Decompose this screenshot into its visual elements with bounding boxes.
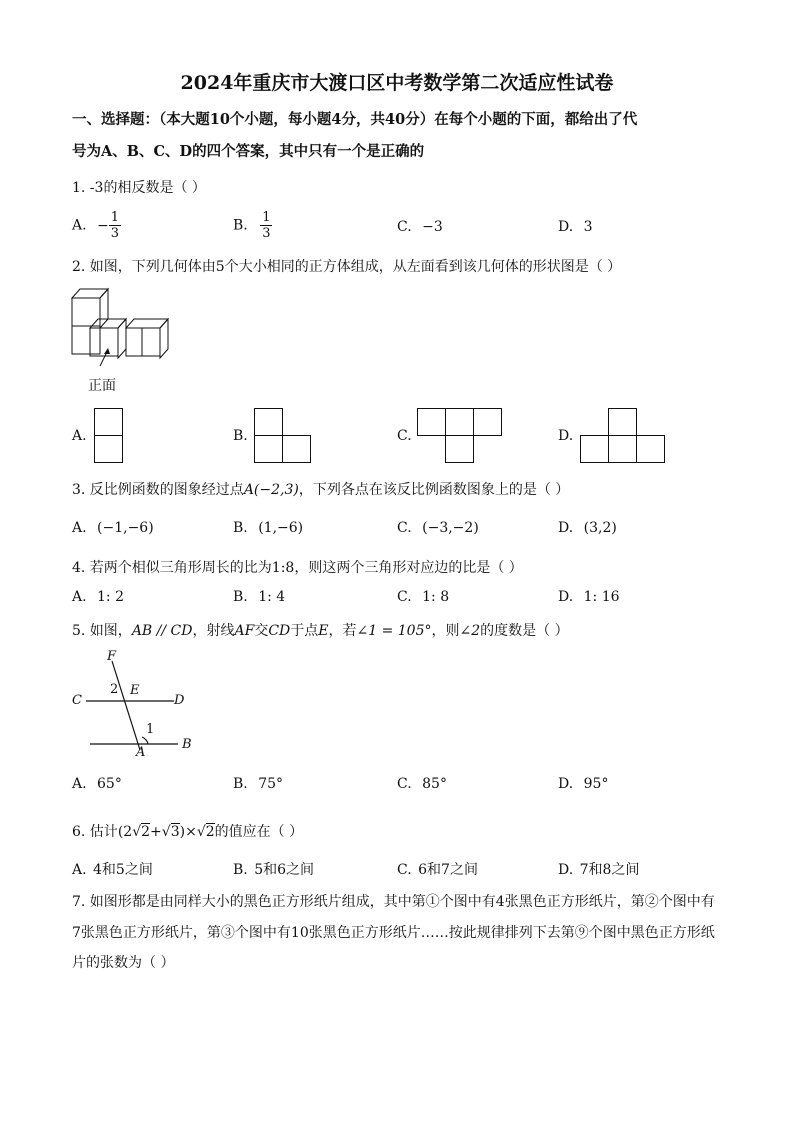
option-letter: C. xyxy=(397,862,412,878)
option-letter: A. xyxy=(72,776,87,792)
option-letter: B. xyxy=(233,862,248,878)
option-text: 75° xyxy=(258,776,284,792)
sqrt-icon: √ xyxy=(161,824,171,840)
radicand: 3 xyxy=(170,824,180,840)
q2-option-a-figure xyxy=(94,408,124,464)
q6-option-c xyxy=(397,859,478,879)
q5-option-d xyxy=(558,776,608,792)
option-letter: B. xyxy=(233,589,248,605)
section-header-line1: 一、选择题：（本大题10个小题，每小题4分，共40分）在每个小题的下面，都给出了代 xyxy=(72,111,638,128)
expr-part: )× xyxy=(179,824,197,840)
label-d: D xyxy=(174,693,185,708)
q3-stem-a: 3. 反比例函数的图象经过点 xyxy=(72,482,244,498)
option-letter: C. xyxy=(397,776,412,792)
angle-1-arc xyxy=(142,737,148,744)
q3-point: A(−2,3) xyxy=(243,482,299,498)
option-text: 65° xyxy=(97,776,122,792)
label-angle-2: 2 xyxy=(110,682,119,697)
option-text: 85° xyxy=(422,776,447,792)
expr-part: (2 xyxy=(117,824,133,840)
q7-line3: 片的张数为（ ） xyxy=(72,955,175,971)
option-text: 95° xyxy=(583,776,609,792)
q1-option-c xyxy=(397,219,443,235)
q3-option-b xyxy=(233,520,303,536)
q5-stem-g: 的度数是（ ） xyxy=(480,623,569,639)
option-text: 1: 16 xyxy=(583,589,620,605)
numerator: 1 xyxy=(262,210,271,225)
label-f: F xyxy=(107,649,117,664)
q6-stem xyxy=(72,821,303,841)
option-letter: B. xyxy=(233,520,248,536)
q5-angle1: ∠1 = 105° xyxy=(356,623,432,639)
denominator: 3 xyxy=(110,226,120,241)
option-text: (1,−6) xyxy=(258,520,304,536)
q2-front-label: 正面 xyxy=(88,378,116,394)
option-letter: A. xyxy=(72,589,87,605)
q2-stem: 2. 如图，下列几何体由5个大小相同的正方体组成，从左面看到该几何体的形状图是（ ） xyxy=(72,259,622,275)
q5-angle2: ∠2 xyxy=(459,623,481,639)
q1-option-b xyxy=(233,210,272,241)
option-text: (−1,−6) xyxy=(97,520,154,536)
q5-stem-c: 交 xyxy=(254,623,269,639)
denominator: 3 xyxy=(262,226,271,241)
numerator: 1 xyxy=(110,210,120,225)
option-letter: A. xyxy=(72,862,87,878)
option-text: 1: 4 xyxy=(258,589,286,605)
option-letter: D. xyxy=(558,520,574,536)
section-header-line2: 号为A、B、C、D的四个答案，其中只有一个是正确的 xyxy=(72,143,425,160)
cube-top-face xyxy=(72,289,108,298)
q5-stem xyxy=(72,620,569,640)
q5-option-c xyxy=(397,776,447,792)
q7-line2: 7张黑色正方形纸片，第③个图中有10张黑色正方形纸片……按此规律排列下去第⑨个图中黑色正方形纸 xyxy=(72,925,715,941)
q2-option-d: D. xyxy=(558,428,574,444)
q4-option-b xyxy=(233,589,285,605)
option-text: (−3,−2) xyxy=(422,520,479,536)
q3-option-d xyxy=(558,520,617,536)
option-text: 1: 2 xyxy=(97,589,124,605)
q5-ray: AF xyxy=(234,623,255,639)
plus-sign: + xyxy=(150,824,162,840)
option-letter: C. xyxy=(397,520,412,536)
option-text: 4和5之间 xyxy=(93,862,153,878)
option-text: 5和6之间 xyxy=(254,862,315,878)
q1-option-d xyxy=(558,219,593,235)
q5-option-a xyxy=(72,776,122,792)
option-letter: D. xyxy=(558,776,574,792)
q5-stem-d: 于点 xyxy=(290,623,319,639)
q2-option-a: A. xyxy=(72,428,87,444)
q1-a-sign: − xyxy=(97,217,109,234)
sqrt-icon: √ xyxy=(132,824,142,840)
option-text: 6和7之间 xyxy=(418,862,478,878)
q5-stem-f: ，则 xyxy=(431,623,460,639)
sqrt-icon: √ xyxy=(196,824,206,840)
q4-option-d xyxy=(558,589,620,605)
option-text: (3,2) xyxy=(583,520,617,536)
label-a: A xyxy=(136,745,146,760)
q2-solid-figure xyxy=(70,286,180,396)
q6-option-b xyxy=(233,859,314,879)
option-letter: D. xyxy=(558,862,574,878)
q4-stem: 4. 若两个相似三角形周长的比为1:8，则这两个三角形对应边的比是（ ） xyxy=(72,560,523,576)
ray-af xyxy=(112,661,140,750)
option-letter: B. xyxy=(233,776,248,792)
option-text: 3 xyxy=(583,219,593,235)
q2-option-b: B. xyxy=(233,428,248,444)
label-angle-1: 1 xyxy=(146,722,155,737)
q5-option-b xyxy=(233,776,283,792)
arrow-head-icon xyxy=(104,348,110,354)
q5-stem-b: ，射线 xyxy=(192,623,235,639)
q6-expression xyxy=(118,823,215,840)
q5-stem-e: ，若 xyxy=(328,623,357,639)
cube-front-face xyxy=(72,326,100,354)
option-letter: A. xyxy=(72,217,87,234)
q1-stem: 1. -3的相反数是（ ） xyxy=(72,180,206,196)
q2-option-c-figure xyxy=(417,408,503,464)
option-letter: C. xyxy=(397,589,412,605)
option-text: 7和8之间 xyxy=(579,862,640,878)
option-letter: A. xyxy=(72,520,87,536)
radicand: 2 xyxy=(141,824,151,840)
cube-side-face xyxy=(100,289,108,328)
q6-option-d xyxy=(558,859,639,879)
q1-option-a xyxy=(72,210,121,241)
q6-stem-a: 6. 估计 xyxy=(72,824,118,840)
q4-option-a xyxy=(72,589,124,605)
option-letter: D. xyxy=(558,219,574,235)
q7-line1: 7. 如图形都是由同样大小的黑色正方形纸片组成，其中第①个图中有4张黑色正方形纸片，第②个图中有 xyxy=(72,894,715,910)
q3-option-a xyxy=(72,520,154,536)
page-title: 2024年重庆市大渡口区中考数学第二次适应性试卷 xyxy=(180,72,614,94)
q2-option-c: C. xyxy=(397,428,412,444)
q2-option-d-figure xyxy=(580,408,666,464)
q6-option-a xyxy=(72,859,153,879)
q5-e: E xyxy=(318,623,329,639)
option-letter: C. xyxy=(397,219,412,235)
option-letter: B. xyxy=(233,217,248,234)
q5-cd: CD xyxy=(268,623,291,639)
option-text: 1: 8 xyxy=(422,589,450,605)
q2-option-b-figure xyxy=(254,408,312,464)
label-c: C xyxy=(72,693,82,708)
q1-a-fraction xyxy=(109,210,121,241)
q6-stem-b: 的值应在（ ） xyxy=(214,824,304,840)
radicand: 2 xyxy=(205,824,215,840)
q3-stem-b: ，下列各点在该反比例函数图象上的是（ ） xyxy=(298,482,570,498)
q5-stem-a: 5. 如图， xyxy=(72,623,132,639)
option-letter: D. xyxy=(558,589,574,605)
label-e: E xyxy=(130,683,140,698)
q1-b-fraction xyxy=(260,210,272,241)
q3-stem xyxy=(72,479,569,499)
option-text: −3 xyxy=(422,219,443,235)
q5-parallel: AB // CD xyxy=(131,623,193,639)
q3-option-c xyxy=(397,520,479,536)
q4-option-c xyxy=(397,589,449,605)
label-b: B xyxy=(182,737,192,752)
